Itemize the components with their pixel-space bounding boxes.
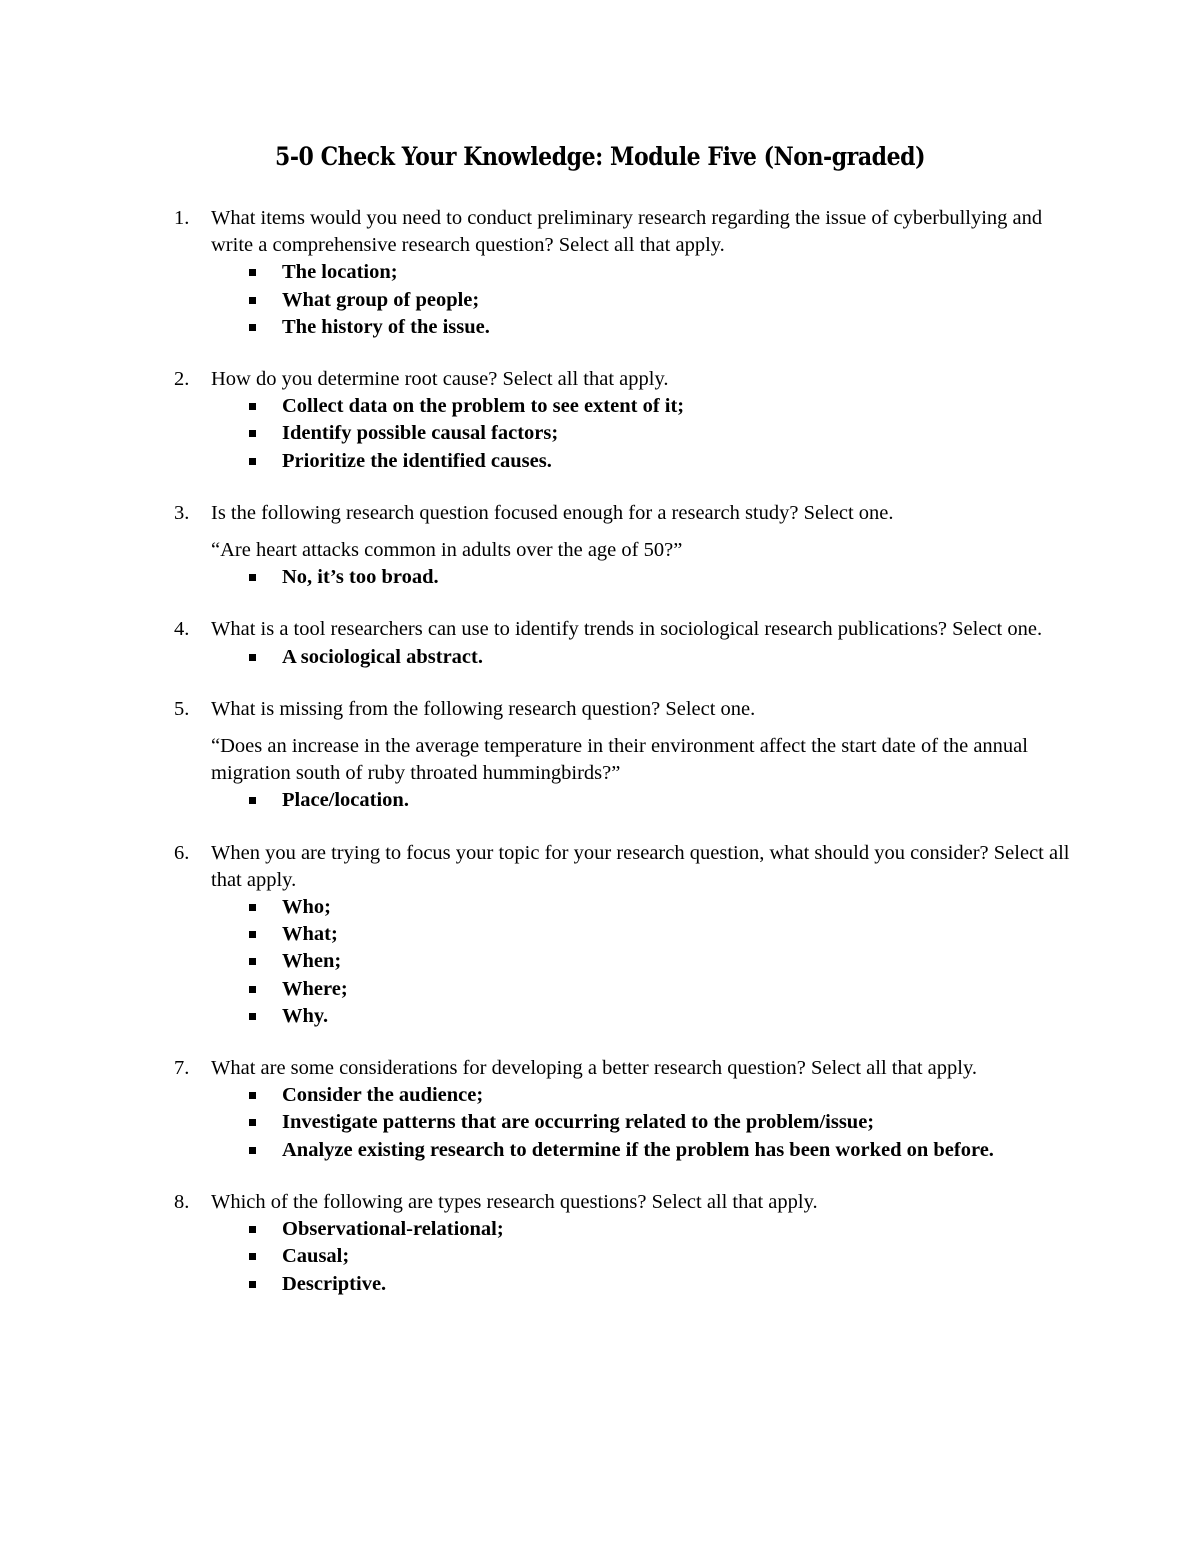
- answer-item: Identify possible causal factors;: [282, 420, 1042, 447]
- square-bullet-icon: [249, 269, 256, 276]
- answer-list: [0, 644, 1200, 671]
- question-1: [0, 205, 1200, 341]
- square-bullet-icon: [249, 931, 256, 938]
- question-7: [0, 1055, 1200, 1164]
- answer-item: Why.: [282, 1003, 1042, 1030]
- question-number: 4.: [174, 618, 190, 641]
- square-bullet-icon: [249, 986, 256, 993]
- question-text: What is missing from the following research question? Select one.: [211, 697, 756, 720]
- square-bullet-icon: [249, 403, 256, 410]
- answer-item: The location;: [282, 259, 1042, 286]
- square-bullet-icon: [249, 797, 256, 804]
- question-text: When you are trying to focus your topic for your research question, what should you consider? Select all that apply.: [211, 841, 1070, 891]
- question-text: What is a tool researchers can use to identify trends in sociological research publications? Select one.: [211, 618, 1043, 641]
- square-bullet-icon: [249, 1226, 256, 1233]
- question-number: 6.: [174, 841, 190, 864]
- question-3: [0, 500, 1200, 592]
- answer-list: [0, 393, 1200, 475]
- question-number: 2.: [174, 368, 190, 391]
- square-bullet-icon: [249, 1092, 256, 1099]
- answer-list: [0, 1082, 1200, 1164]
- question-list: [0, 205, 1200, 1323]
- answer-item: Analyze existing research to determine if the problem has been worked on before.: [282, 1137, 1042, 1164]
- answer-list: [0, 1216, 1200, 1298]
- question-text: What are some considerations for developing a better research question? Select all that apply.: [211, 1057, 977, 1080]
- question-text: Which of the following are types research questions? Select all that apply.: [211, 1190, 818, 1213]
- answer-item: What;: [282, 921, 1042, 948]
- square-bullet-icon: [249, 904, 256, 911]
- square-bullet-icon: [249, 297, 256, 304]
- square-bullet-icon: [249, 654, 256, 661]
- answer-item: Descriptive.: [282, 1271, 1042, 1298]
- question-text: Is the following research question focused enough for a research study? Select one.: [211, 501, 894, 524]
- question-quote: “Are heart attacks common in adults over the age of 50?”: [211, 539, 683, 562]
- question-number: 1.: [174, 207, 190, 229]
- square-bullet-icon: [249, 1253, 256, 1260]
- question-number: 5.: [174, 697, 190, 720]
- square-bullet-icon: [249, 1147, 256, 1154]
- answer-item: Where;: [282, 976, 1042, 1003]
- question-number: 8.: [174, 1190, 190, 1213]
- answer-item: Observational-relational;: [282, 1216, 1042, 1243]
- question-number: 3.: [174, 501, 190, 524]
- question-5: [0, 696, 1200, 815]
- square-bullet-icon: [249, 574, 256, 581]
- answer-item: Who;: [282, 894, 1042, 921]
- square-bullet-icon: [249, 430, 256, 437]
- answer-item: Consider the audience;: [282, 1082, 1042, 1109]
- answer-list: [0, 259, 1200, 341]
- answer-item: Causal;: [282, 1243, 1042, 1270]
- answer-item: The history of the issue.: [282, 314, 1042, 341]
- answer-list: [0, 787, 1200, 814]
- square-bullet-icon: [249, 958, 256, 965]
- square-bullet-icon: [249, 1013, 256, 1020]
- answer-item: What group of people;: [282, 287, 1042, 314]
- square-bullet-icon: [249, 1281, 256, 1288]
- answer-item: When;: [282, 948, 1042, 975]
- question-text: How do you determine root cause? Select all that apply.: [211, 368, 669, 391]
- answer-list: [0, 564, 1200, 591]
- question-4: [0, 616, 1200, 670]
- answer-list: [0, 894, 1200, 1030]
- document-title: 5-0 Check Your Knowledge: Module Five (Non-graded): [274, 142, 926, 171]
- answer-item: Prioritize the identified causes.: [282, 448, 1042, 475]
- question-6: [0, 840, 1200, 1030]
- question-quote: “Does an increase in the average temperature in their environment affect the start date of the annual migration south of ruby throated hummingbirds?”: [211, 735, 1028, 785]
- square-bullet-icon: [249, 458, 256, 465]
- square-bullet-icon: [249, 324, 256, 331]
- question-text: What items would you need to conduct preliminary research regarding the issue of cyberbullying and write a comprehensive research question? Select all that apply.: [211, 207, 1043, 257]
- question-2: [0, 366, 1200, 475]
- answer-item: Investigate patterns that are occurring related to the problem/issue;: [282, 1109, 1042, 1136]
- question-number: 7.: [174, 1057, 190, 1080]
- answer-item: Collect data on the problem to see extent of it;: [282, 393, 1042, 420]
- answer-item: Place/location.: [282, 787, 1042, 814]
- answer-item: A sociological abstract.: [282, 644, 1042, 671]
- answer-item: No, it’s too broad.: [282, 564, 1042, 591]
- question-8: [0, 1189, 1200, 1298]
- square-bullet-icon: [249, 1119, 256, 1126]
